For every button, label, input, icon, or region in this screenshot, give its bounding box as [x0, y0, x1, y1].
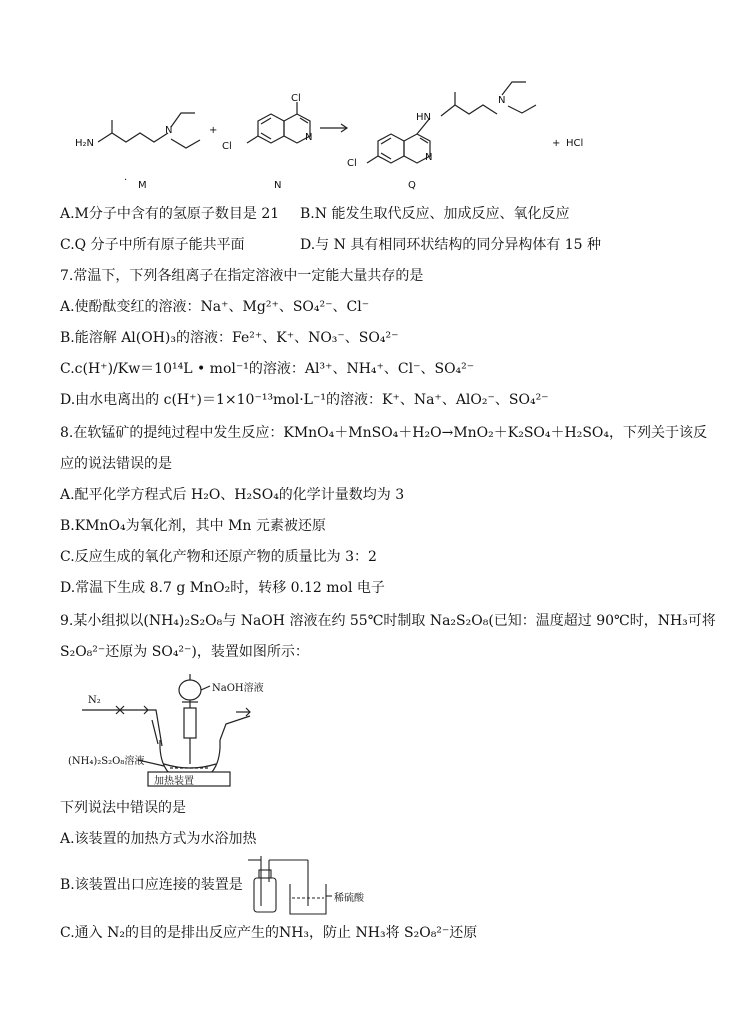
hcl-label: HCl: [566, 138, 584, 149]
q8-option-b: B.KMnO₄为氧化剂，其中 Mn 元素被还原: [60, 518, 326, 534]
atom-h2n: H₂N: [75, 138, 95, 149]
q9-option-a: A.该装置的加热方式为水浴加热: [60, 831, 257, 847]
q6-option-c: C.Q 分子中所有原子能共平面: [60, 237, 245, 253]
label-naoh-solution: NaOH溶液: [212, 683, 264, 694]
q8-stem-line2: 应的说法错误的是: [60, 456, 172, 472]
label-n2: N₂: [88, 695, 101, 706]
q7-option-c: C.c(H⁺)/Kw＝10¹⁴L • mol⁻¹的溶液：Al³⁺、NH₄⁺、Cl⁻、SO₄²⁻: [60, 361, 475, 377]
q7-option-b: B.能溶解 Al(OH)₃的溶液：Fe²⁺、K⁺、NO₃⁻、SO₄²⁻: [60, 330, 399, 346]
q8-option-a: A.配平化学方程式后 H₂O、H₂SO₄的化学计量数均为 3: [60, 487, 405, 503]
plus-sign: +: [209, 125, 218, 136]
label-n: N: [274, 180, 282, 191]
atom-cl-n-top: Cl: [291, 93, 301, 104]
q9-option-b: B.该装置出口应连接的装置是: [60, 877, 243, 893]
q8-option-c: C.反应生成的氧化产物和还原产物的质量比为 3：2: [60, 549, 377, 565]
atom-cl-n-left: Cl: [222, 141, 232, 152]
atom-hn: HN: [416, 112, 431, 123]
q7-option-d: D.由水电离出的 c(H⁺)＝1×10⁻¹³mol·L⁻¹的溶液：K⁺、Na⁺、AlO₂⁻、SO₄²⁻: [60, 392, 549, 408]
atom-n-m: N: [165, 125, 173, 136]
q9-stem-line1: 9.某小组拟以(NH₄)₂S₂O₈与 NaOH 溶液在约 55℃时制取 Na₂S₂O₈(已知：温度超过 90℃时，NH₃可将: [60, 613, 716, 629]
molecule-m: [98, 113, 200, 148]
atom-n-q-ring: N: [425, 152, 433, 163]
q9-stem-line2: S₂O₈²⁻还原为 SO₄²⁻)，装置如图所示：: [60, 644, 309, 660]
reaction-scheme: [0, 0, 737, 200]
atom-n-q-chain: N: [498, 95, 506, 106]
label-dot: ·: [124, 175, 128, 186]
absorption-apparatus-diagram: [246, 856, 356, 916]
q7-option-a: A.使酚酞变红的溶液：Na⁺、Mg²⁺、SO₄²⁻、Cl⁻: [60, 299, 370, 315]
q9-option-c: C.通入 N₂的目的是排出反应产生的NH₃，防止 NH₃将 S₂O₈²⁻还原: [60, 925, 478, 941]
q7-stem: 7.常温下，下列各组离子在指定溶液中一定能大量共存的是: [60, 268, 424, 284]
q8-option-d: D.常温下生成 8.7 g MnO₂时，转移 0.12 mol 电子: [60, 580, 385, 596]
hcl-plus: +: [552, 138, 561, 149]
label-q: Q: [408, 180, 416, 191]
q8-stem-line1: 8.在软锰矿的提纯过程中发生反应：KMnO₄＋MnSO₄＋H₂O→MnO₂＋K₂SO₄＋H₂SO₄，下列关于该反: [60, 425, 708, 441]
atom-cl-q: Cl: [347, 158, 357, 169]
label-dilute-sulfuric-acid: 稀硫酸: [334, 893, 364, 904]
molecule-n: [247, 102, 313, 143]
label-m: M: [138, 180, 147, 191]
atom-n-ring: N: [305, 132, 313, 143]
q9-question: 下列说法中错误的是: [60, 800, 186, 816]
q6-option-d: D.与 N 具有相同环状结构的同分异构体有 15 种: [300, 237, 602, 253]
q6-option-b: B.N 能发生取代反应、加成反应、氧化反应: [300, 206, 570, 222]
label-heating-device: 加热装置: [154, 776, 194, 787]
molecule-q: [367, 82, 536, 163]
q6-option-a: A.M分子中含有的氢原子数目是 21: [60, 206, 280, 222]
label-ammonium-persulfate-solution: (NH₄)₂S₂O₈溶液: [68, 756, 145, 767]
